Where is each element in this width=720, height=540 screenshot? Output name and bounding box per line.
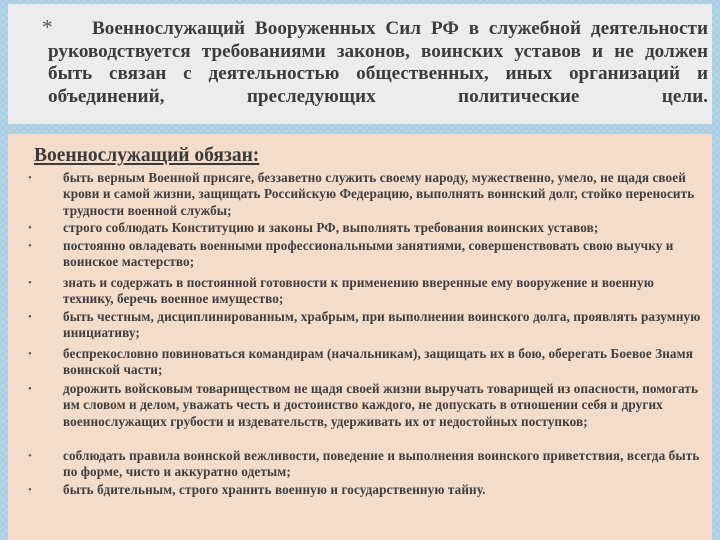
bullet-icon: • bbox=[28, 240, 32, 252]
bullet-icon: • bbox=[28, 383, 32, 395]
intro-marker: * bbox=[42, 15, 53, 39]
intro-block bbox=[8, 4, 712, 124]
duty-text: знать и содержать в постоянной готовности к применению вверенные ему вооружение и военную технику, беречь военное имущество; bbox=[63, 275, 654, 307]
intro-paragraph: Военнослужащий Вооруженных Сил РФ в служебной деятельности руководствуется требованиями законов, воинских уставов и не должен быть связан с деятельностью общественных, иных организаций и объединений, преследующих политические цели. bbox=[48, 18, 708, 107]
bullet-icon: • bbox=[28, 348, 32, 360]
duty-text: постоянно овладевать военными профессиональными занятиями, совершенствовать свою выучку и воинское мастерство; bbox=[63, 238, 674, 270]
bullet-icon: • bbox=[28, 484, 32, 496]
bullet-icon: • bbox=[28, 172, 32, 184]
bullet-icon: • bbox=[28, 450, 32, 462]
bullet-icon: • bbox=[28, 277, 32, 289]
duty-text: соблюдать правила воинской вежливости, поведение и выполнения воинского приветствия, всегда быть по форме, чисто и аккуратно одетым; bbox=[63, 448, 700, 480]
duty-text: быть честным, дисциплинированным, храбрым, при выполнении воинского долга, проявлять разумную инициативу; bbox=[63, 309, 701, 341]
duty-text: строго соблюдать Конституцию и законы РФ, выполнять требования воинских уставов; bbox=[63, 220, 599, 235]
duty-text: дорожить войсковым товариществом не щадя своей жизни выручать товарищей из опасности, помогать им словом и делом, уважать честь и достоинство каждого, не допускать в отношении себя и других военнослужащих грубости и издевательств, удерживать их от недостойных поступков; bbox=[63, 381, 699, 429]
duty-text: быть верным Военной присяге, беззаветно служить своему народу, мужественно, умело, не щадя своей крови и самой жизни, защищать Российскую Федерацию, выполнять воинский долг, стойко переносить трудности военной службы; bbox=[63, 170, 695, 218]
duties-heading: Военнослужащий обязан: bbox=[34, 145, 260, 166]
bullet-icon: • bbox=[28, 222, 32, 234]
duty-text: быть бдительным, строго хранить военную и государственную тайну. bbox=[63, 482, 486, 497]
bullet-icon: • bbox=[28, 311, 32, 323]
duty-text: беспрекословно повиноваться командирам (начальникам), защищать их в бою, оберегать Боевое Знамя воинской части; bbox=[63, 346, 693, 378]
duties-block bbox=[8, 134, 712, 540]
